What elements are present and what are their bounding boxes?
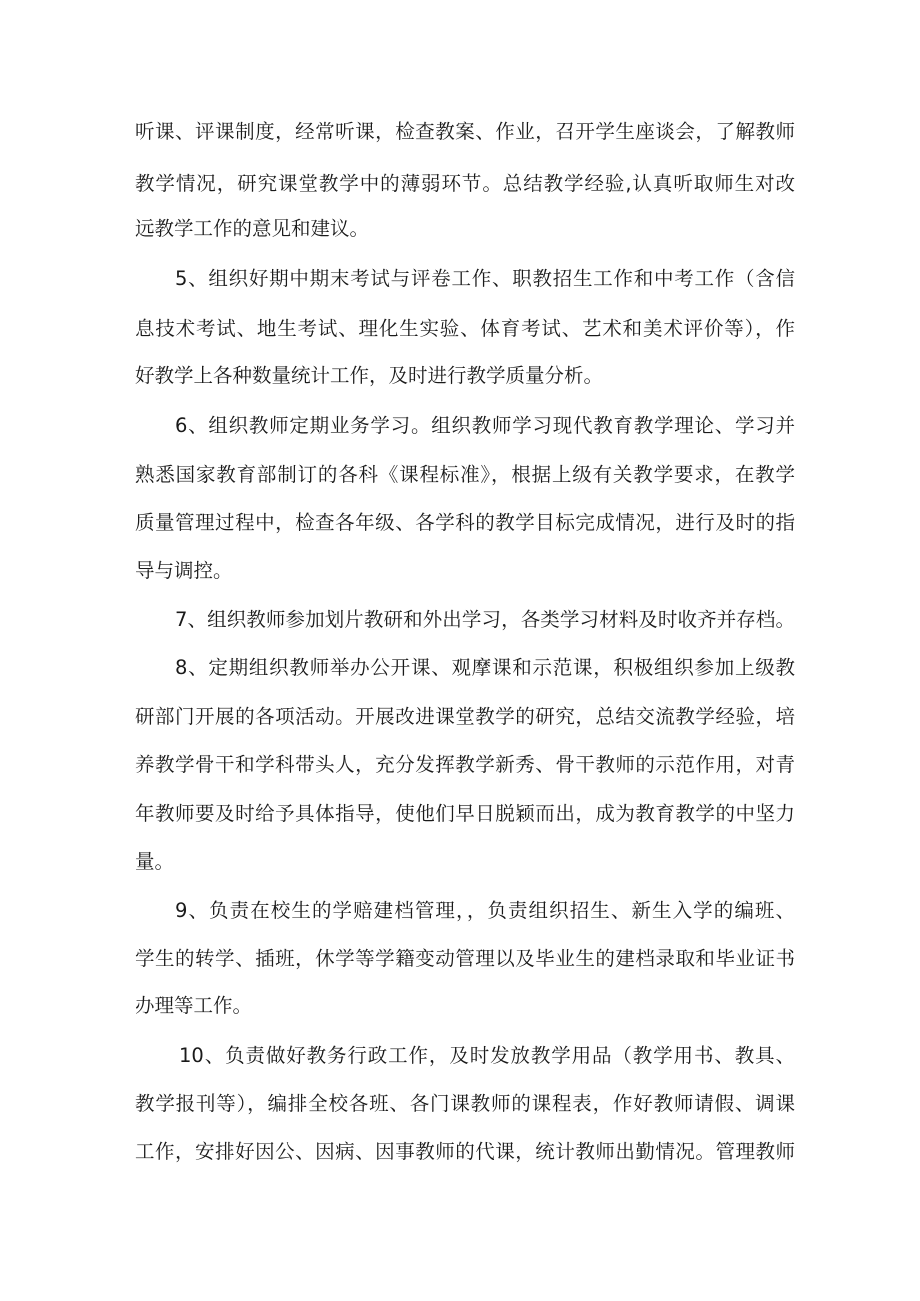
text-line: 好教学上各种数量统计工作，及时进行教学质量分析。 bbox=[135, 364, 604, 387]
text-line: 年教师要及时给予具体指导，使他们早日脱颖而出，成为教育教学的中坚力 bbox=[135, 802, 795, 825]
text-line: 远教学工作的意见和建议。 bbox=[135, 217, 370, 240]
text-line: 质量管理过程中，检查各年级、各学科的教学目标完成情况，进行及时的指 bbox=[135, 511, 795, 534]
text-line: 5、组织好期中期末考试与评卷工作、职教招生工作和中考工作（含信 bbox=[175, 267, 795, 290]
text-line: 熟悉国家教育部制订的各科《课程标准》，根据上级有关教学要求，在教学 bbox=[135, 463, 795, 486]
text-line: 学生的转学、插班，休学等学籍变动管理以及毕业生的建档录取和毕业证书 bbox=[135, 947, 795, 970]
text-line: 教学报刊等），编排全校各班、各门课教师的课程表，作好教师请假、调课 bbox=[135, 1092, 795, 1115]
text-line: 导与调控。 bbox=[135, 559, 233, 582]
text-line: 工作，安排好因公、因病、因事教师的代课，统计教师出勤情况。管理教师 bbox=[135, 1140, 795, 1163]
text-line: 研部门开展的各项活动。开展改进课堂教学的研究，总结交流教学经验，培 bbox=[135, 705, 795, 728]
text-line: 听课、评课制度，经常听课，检查教案、作业，召开学生座谈会，了解教师 bbox=[135, 120, 795, 143]
text-line: 教学情况，研究课堂教学中的薄弱环节。总结教学经验,认真听取师生对改 bbox=[135, 172, 795, 195]
text-line: 6、组织教师定期业务学习。组织教师学习现代教育教学理论、学习并 bbox=[175, 414, 795, 437]
text-line: 10、负责做好教务行政工作，及时发放教学用品（教学用书、教具、 bbox=[179, 1044, 795, 1067]
text-line: 8、定期组织教师举办公开课、观摩课和示范课，积极组织参加上级教 bbox=[175, 656, 795, 679]
text-line: 9、负责在校生的学赔建档管理，，负责组织招生、新生入学的编班、 bbox=[175, 899, 795, 922]
text-line: 息技术考试、地生考试、理化生实验、体育考试、艺术和美术评价等），作 bbox=[135, 317, 795, 340]
text-line: 量。 bbox=[135, 850, 175, 873]
text-line: 养教学骨干和学科带头人，充分发挥教学新秀、骨干教师的示范作用，对青 bbox=[135, 753, 795, 776]
text-line: 7、组织教师参加划片教研和外出学习，各类学习材料及时收齐并存档。 bbox=[175, 608, 795, 631]
text-line: 办理等工作。 bbox=[135, 994, 253, 1017]
